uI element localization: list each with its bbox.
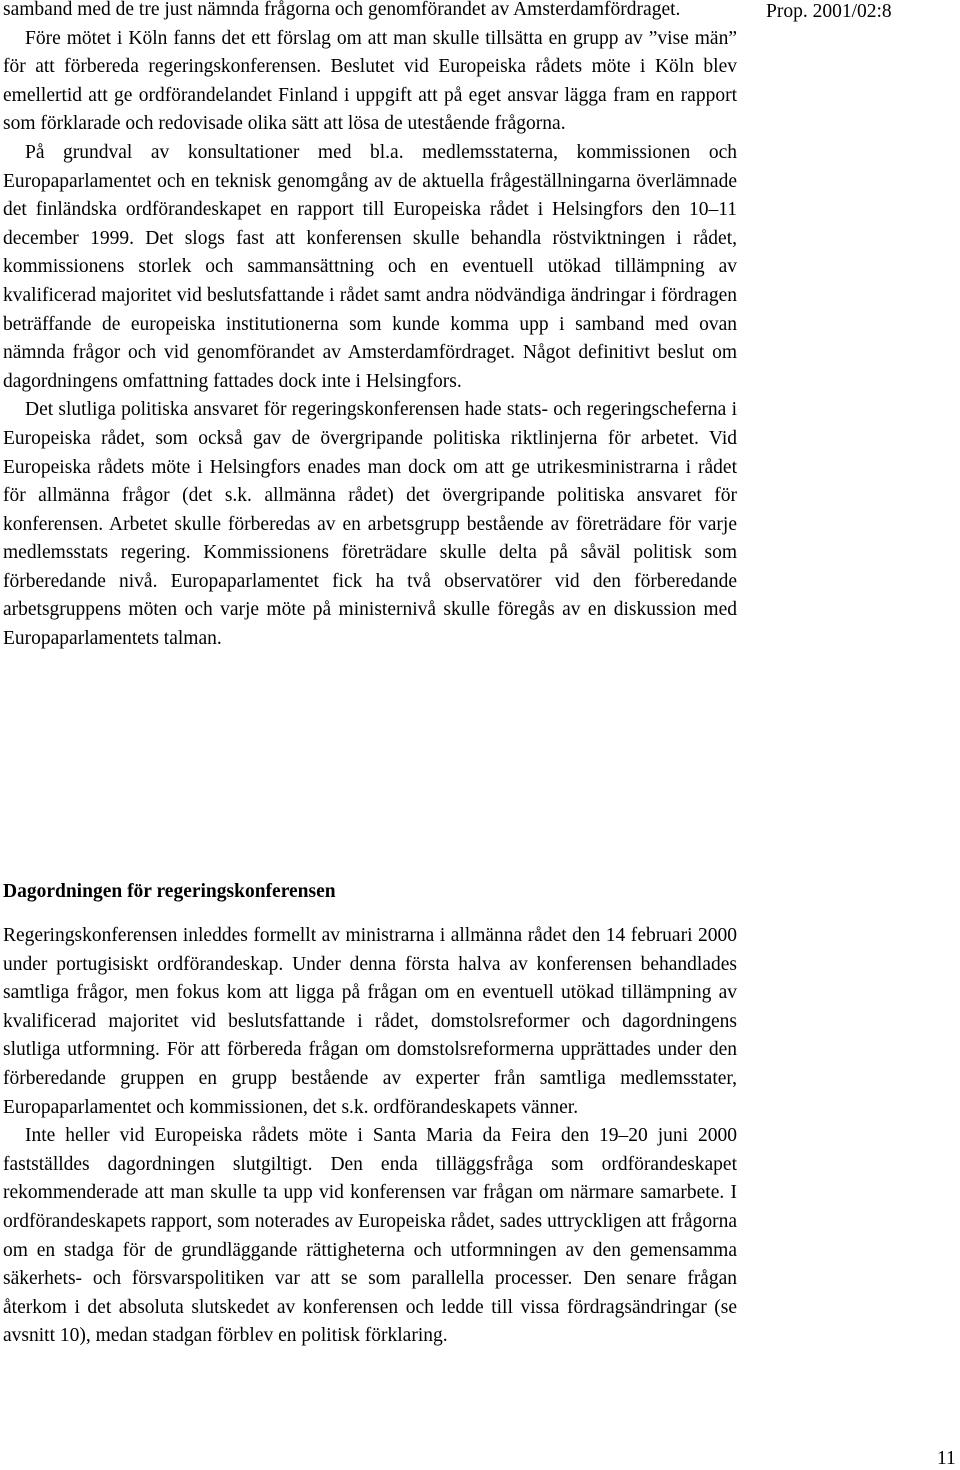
body-text-section [3, 922, 737, 1351]
page-number: 11 [937, 1448, 956, 1469]
paragraph: På grundval av konsultationer med bl.a. medlemsstaterna, kommissionen och Europaparlamentet och en teknisk genomgång av de aktuella frågeställningarna överlämnade det finländska ordförandeskapet en rapport till Europeiska rådet i Helsingfors den 10–11 december 1999. Det slogs fast att konferensen skulle behandla röstviktningen i rådet, kommissionens storlek och sammansättning och en eventuell utökad tillämpning av kvalificerad majoritet vid beslutsfattande i rådet samt andra nödvändiga ändringar i fördragen beträffande de europeiska institutionerna som kunde komma upp i samband med ovan nämnda frågor och vid genomförandet av Amsterdamfördraget. Något definitivt beslut om dagordningens omfattning fattades dock inte i Helsingfors. [3, 141, 737, 392]
paragraph: Före mötet i Köln fanns det ett förslag om att man skulle tillsätta en grupp av ”vise män” för att förbereda regeringskonferensen. Beslutet vid Europeiska rådets möte i Köln blev emellertid att ge ordförandelandet Finland i uppgift att på eget ansvar lägga fram en rapport som förklarade och redovisade olika sätt att lösa de utestående frågorna. [3, 27, 737, 135]
document-reference: Prop. 2001/02:8 [766, 1, 892, 22]
body-text-top [3, 0, 737, 654]
paragraph: Regeringskonferensen inleddes formellt av ministrarna i allmänna rådet den 14 februari 2000 under portugisiskt ordförandeskap. Under denna första halva av konferensen behandlades samtliga frågor, men fokus kom att ligga på frågan om en eventuell utökad tillämpning av kvalificerad majoritet vid beslutsfattande i rådet, domstolsreformer och dagordningens slutliga utformning. För att förbereda frågan om domstolsreformerna upprättades under den förberedande gruppen en grupp bestående av experter från samtliga medlemsstater, Europaparlamentet och kommissionen, det s.k. ordförandeskapets vänner. [3, 925, 737, 1118]
paragraph: Inte heller vid Europeiska rådets möte i Santa Maria da Feira den 19–20 juni 2000 fastställdes dagordningen slutgiltigt. Den enda tilläggsfråga som ordförandeskapet rekommenderade att man skulle ta upp vid konferensen var frågan om närmare samarbete. I ordförandeskapets rapport, som noterades av Europeiska rådet, sades uttryckligen att frågorna om en stadga för de grundläggande rättigheterna och utformningen av den gemensamma säkerhets- och försvarspolitiken var att se som parallella processer. Den senare frågan återkom i det absoluta slutskedet av konferensen och ledde till vissa fördragsändringar (se avsnitt 10), medan stadgan förblev en politisk förklaring. [3, 1125, 737, 1347]
section-heading: Dagordningen för regeringskonferensen [3, 881, 336, 902]
paragraph: Det slutliga politiska ansvaret för regeringskonferensen hade stats- och regeringscheferna i Europeiska rådet, som också gav de övergripande politiska riktlinjerna för arbetet. Vid Europeiska rådets möte i Helsingfors enades man dock om att ge utrikesministrarna i rådet för allmänna frågor (det s.k. allmänna rådet) det övergripande politiska ansvaret för konferensen. Arbetet skulle förberedas av en arbetsgrupp bestående av företrädare för varje medlemsstats regering. Kommissionens företrädare skulle delta på såväl politisk som förberedande nivå. Europaparlamentet fick ha två observatörer vid den förberedande arbetsgruppens möten och varje möte på ministernivå skulle föregås av en diskussion med Europaparlamentets talman. [3, 399, 737, 650]
paragraph: samband med de tre just nämnda frågorna och genomförandet av Amsterdamfördraget. [3, 0, 681, 20]
